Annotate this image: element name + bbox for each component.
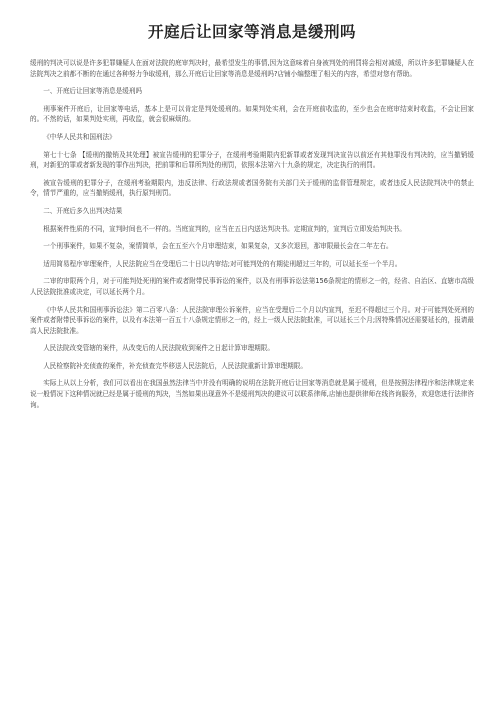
section-heading-1: 一、开庭后让回家等消息是缓刑吗 <box>43 87 143 96</box>
body-paragraph: 适用简易程序审理案件，人民法院应当在受理后二十日以内审结;对可能判处的有期徒刑超过三年的，可以延长至一个半月。 <box>43 259 402 268</box>
body-paragraph: 二审的审限两个月，对于可能判处死刑的案件或者附带民事诉讼的案件，以及有刑事诉讼法第156条规定的情形之一的，经省、自治区、直辖市高级人民法院批准或决定，可以延长两个月。 <box>30 277 474 296</box>
body-paragraph: 被宣告缓刑的犯罪分子，在缓刑考验期限内，违反法律、行政法规或者国务院有关部门关于缓刑的监督管理规定，或者违反人民法院判决中的禁止令，情节严重的，应当撤销缓刑，执行原判刑罚。 <box>30 178 474 198</box>
body-paragraph: 第七十七条 【缓刑的撤销及其处理】被宣告缓刑的犯罪分子，在缓刑考验期限内犯新罪或者发现判决宣告以前还有其他罪没有判决的，应当撤销缓刑，对新犯的罪或者新发现的罪作出判决，把前罪和后罪所判处的刑罚，依照本法第六十九条的规定，决定执行的刑罚。 <box>30 150 474 170</box>
page-title: 开庭后让回家等消息是缓刑吗 <box>147 23 356 41</box>
body-paragraph: 人民检察院补充侦查的案件，补充侦查完毕移送人民法院后，人民法院重新计算审理期限。 <box>43 361 307 370</box>
conclusion-paragraph: 实际上从以上分析，我们可以看出在我国虽然法律当中并没有明确的说明在法院开庭后让回家等消息就是属于缓刑，但是按照法律程序和法律规定来说一般情况下这种情况就已经是属于缓刑的判决，当然如果出现意外不是缓刑判决的建议可以联系律师,店铺也提供律师在线咨询服务，欢迎您进行法律咨询。 <box>30 379 474 409</box>
law-citation-heading: 《中华人民共和国刑法》 <box>43 132 116 141</box>
body-paragraph: 根据案件性质的不同，宣判时间也不一样的。当庭宣判的，应当在五日内送达判决书。定期宣判的，宣判后立即发给判决书。 <box>43 224 406 233</box>
body-paragraph: 一个刑事案件，如果不复杂，案情简单，会在五至六个月审理结束，如果复杂，又多次退回，那审限最长会在二年左右。 <box>43 242 393 251</box>
body-paragraph: 《中华人民共和国刑事诉讼法》第二百零八条：人民法院审理公诉案件，应当在受理后二个月以内宣判，至迟不得超过三个月。对于可能判处死刑的案件或者附带民事诉讼的案件，以及有本法第一百五十八条规定情形之一的，经上一级人民法院批准，可以延长三个月;因特殊情况还需要延长的，报请最高人民法院批准。 <box>30 305 474 335</box>
body-paragraph: 人民法院改变管辖的案件，从改变后的人民法院收到案件之日起计算审理期限。 <box>43 344 274 353</box>
body-paragraph: 刑事案件开庭后，让回家等电话，基本上是可以肯定是判处缓刑的。如果判处实刑，会在开庭前收监的，至少也会在庭审结束时收监，不会让回家的。不然的话，如果判处实刑，再收监，就会很麻烦的。 <box>30 104 474 124</box>
intro-paragraph: 缓刑的判决可以说是许多犯罪嫌疑人在面对法院的庭审判决时，最希望发生的事情,因为这意味着自身被判处的刑罚将会相对减缓，所以许多犯罪嫌疑人在法院判决之前都不断的在通过各种努力争取缓刑，那么开庭后让回家等消息是缓刑吗?店铺小编整理了相关的内容，希望对您有帮助。 <box>30 59 474 78</box>
section-heading-2: 二、开庭后多久出判决结果 <box>43 206 123 215</box>
